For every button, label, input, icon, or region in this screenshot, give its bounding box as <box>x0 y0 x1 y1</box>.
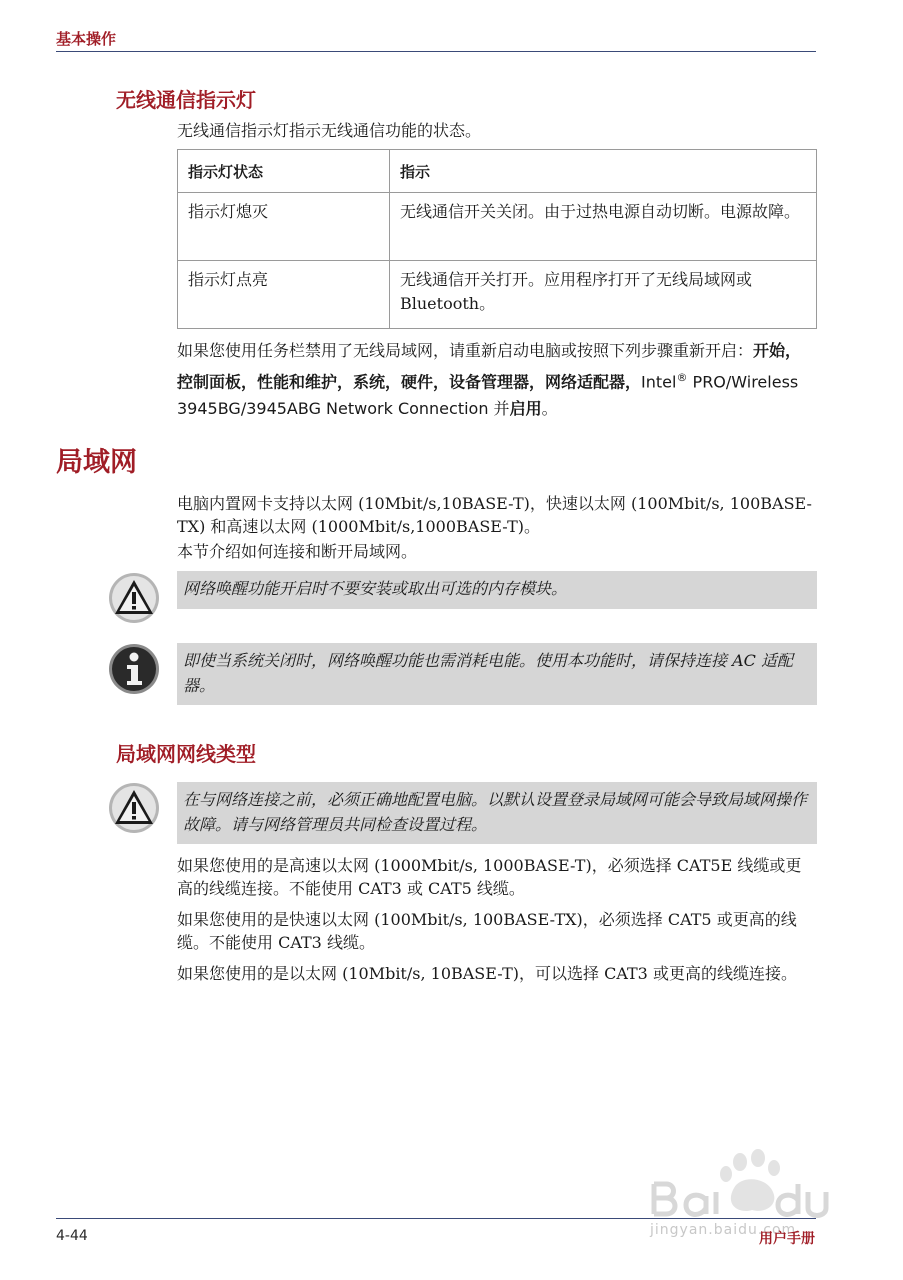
table-header-meaning: 指示 <box>390 150 817 193</box>
warning-icon <box>108 572 160 624</box>
section-title-wireless-indicator: 无线通信指示灯 <box>116 88 256 112</box>
running-header: 基本操作 <box>56 30 117 48</box>
section-title-lan: 局域网 <box>56 447 137 478</box>
table-cell-meaning: 无线通信开关关闭。由于过热电源自动切断。电源故障。 <box>390 193 817 261</box>
table-row <box>178 193 817 261</box>
info-note-power: 即使当系统关闭时，网络唤醒功能也需消耗电能。使用本功能时，请保持连接 AC 适配器。 <box>177 643 817 705</box>
wireless-reenable-paragraph <box>177 337 817 422</box>
reenable-and: 并 <box>488 399 510 419</box>
registered-mark: ® <box>676 371 688 384</box>
table-cell-state: 指示灯点亮 <box>178 261 390 329</box>
watermark-url: jingyan.baidu.com <box>650 1222 797 1238</box>
warning-note-memory: 网络唤醒功能开启时不要安装或取出可选的内存模块。 <box>177 571 817 609</box>
reenable-text: 如果您使用任务栏禁用了无线局域网，请重新启动电脑或按照下列步骤重新开启： <box>177 341 754 360</box>
wireless-intro: 无线通信指示灯指示无线通信功能的状态。 <box>177 121 482 140</box>
reenable-product: PRO/Wireless 3945BG/3945ABG Network Connection <box>177 372 799 419</box>
info-icon <box>108 643 160 695</box>
table-header-state: 指示灯状态 <box>178 150 390 193</box>
table-header-row <box>178 150 817 193</box>
table-cell-meaning: 无线通信开关打开。应用程序打开了无线局域网或 Bluetooth。 <box>390 261 817 329</box>
reenable-menu-path: 开始，控制面板，性能和维护，系统，硬件，设备管理器，网络适配器 <box>177 341 802 392</box>
table-cell-state: 指示灯熄灭 <box>178 193 390 261</box>
lan-paragraph: 电脑内置网卡支持以太网 (10Mbit/s,10BASE-T)，快速以太网 (100Mbit/s, 100BASE-TX) 和高速以太网 (1000Mbit/s,1000BASE-T)。 <box>177 494 812 536</box>
reenable-enable: 启用 <box>509 399 542 419</box>
cable-paragraph-fast: 如果您使用的是快速以太网 (100Mbit/s, 100BASE-TX)，必须选择 CAT5 或更高的线缆。不能使用 CAT3 线缆。 <box>177 910 797 952</box>
page-number: 4-44 <box>56 1228 88 1244</box>
lan-paragraph-2: 本节介绍如何连接和断开局域网。 <box>177 542 418 561</box>
section-title-cable-types: 局域网网线类型 <box>116 742 256 766</box>
indicator-table <box>177 149 817 329</box>
warning-icon <box>108 782 160 834</box>
cable-paragraph-gigabit: 如果您使用的是高速以太网 (1000Mbit/s, 1000BASE-T)，必须选择 CAT5E 线缆或更高的线缆连接。不能使用 CAT3 或 CAT5 线缆。 <box>177 856 802 898</box>
warning-note-configure: 在与网络连接之前，必须正确地配置电脑。以默认设置登录局域网可能会导致局域网操作故障。请与网络管理员共同检查设置过程。 <box>177 782 817 844</box>
reenable-end: 。 <box>541 399 558 419</box>
cable-paragraph-ethernet: 如果您使用的是以太网 (10Mbit/s, 10BASE-T)，可以选择 CAT3 或更高的线缆连接。 <box>177 964 797 983</box>
reenable-separator: ， <box>625 372 642 392</box>
header-rule <box>56 51 816 52</box>
footer-rule <box>56 1218 816 1219</box>
table-row <box>178 261 817 329</box>
reenable-intel: Intel <box>641 372 677 392</box>
manual-title: 用户手册 <box>759 1231 815 1247</box>
